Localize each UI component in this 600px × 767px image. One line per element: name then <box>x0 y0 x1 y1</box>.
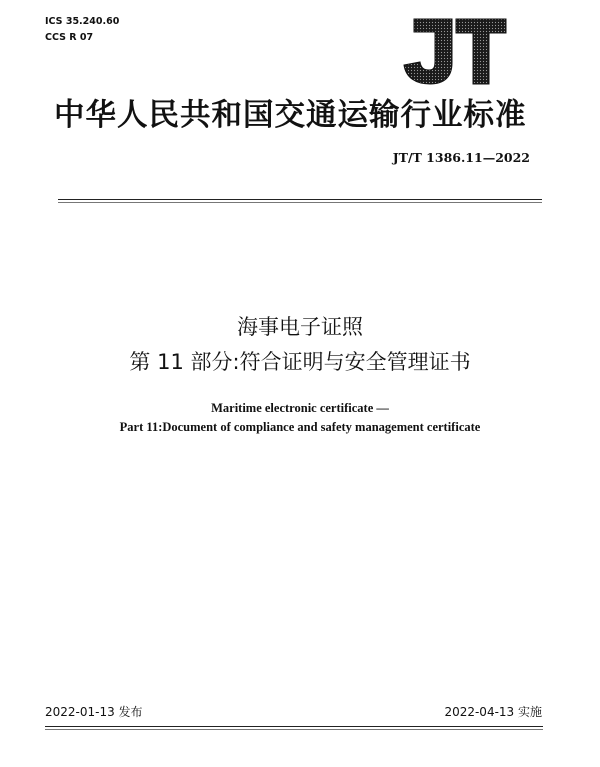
standard-number: JT/T 1386.11—2022 <box>392 150 530 165</box>
header-divider-thin <box>58 202 542 203</box>
footer-divider-thin <box>45 729 543 730</box>
chinese-title-line-2: 第 11 部分:符合证明与安全管理证书 <box>129 350 471 374</box>
english-title-line-2: Part 11:Document of compliance and safety management certificate <box>119 420 481 434</box>
implementation-date: 2022-04-13 实施 <box>444 705 542 719</box>
footer-divider <box>45 726 543 727</box>
ics-code: ICS 35.240.60 <box>45 16 120 27</box>
classification-codes <box>45 14 119 46</box>
ccs-code: CCS R 07 <box>45 32 94 43</box>
header-divider <box>58 199 542 200</box>
issue-date: 2022-01-13 发布 <box>45 705 143 719</box>
chinese-title-line-1: 海事电子证照 <box>237 315 363 339</box>
issuing-authority-title: 中华人民共和国交通运输行业标准 <box>54 97 527 133</box>
english-title-line-1: Maritime electronic certificate — <box>211 401 389 415</box>
jt-logo-icon <box>398 15 510 87</box>
